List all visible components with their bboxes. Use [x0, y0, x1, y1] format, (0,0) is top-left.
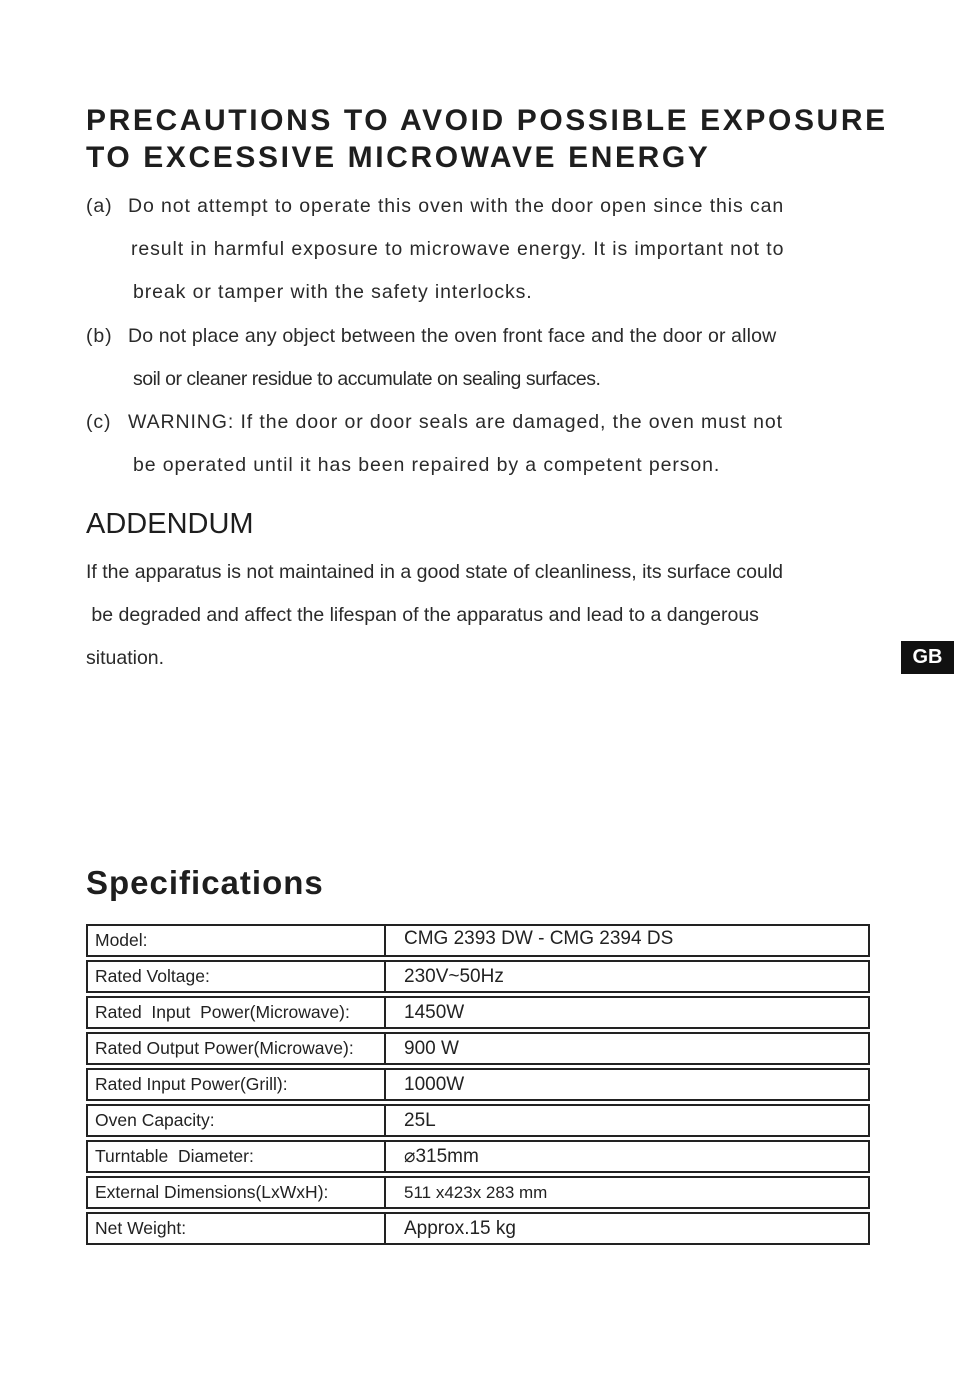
table-row — [86, 1140, 870, 1173]
item-marker: (c) — [86, 411, 112, 433]
spec-label: Oven Capacity: — [88, 1106, 386, 1135]
precaution-item-b — [86, 325, 776, 348]
precaution-item-a — [86, 195, 784, 218]
item-text: WARNING: If the door or door seals are damaged, the oven must not — [128, 411, 783, 433]
spec-value: 25L — [404, 1109, 436, 1131]
precautions-title — [86, 102, 886, 176]
spec-label: External Dimensions(LxWxH): — [88, 1178, 386, 1207]
item-text: Do not place any object between the oven front face and the door or allow — [128, 325, 777, 347]
spec-value: 900 W — [404, 1037, 459, 1059]
spec-value: 230V~50Hz — [404, 965, 504, 987]
item-text-continuation: result in harmful exposure to microwave energy. It is important not to — [131, 238, 785, 260]
spec-value: ⌀315mm — [404, 1146, 479, 1167]
precaution-item-c — [86, 411, 783, 434]
spec-label: Rated Input Power(Grill): — [88, 1070, 386, 1099]
precautions-title-line-2: TO EXCESSIVE MICROWAVE ENERGY — [86, 141, 711, 174]
spec-label: Model: — [88, 926, 386, 955]
spec-value: CMG 2393 DW - CMG 2394 DS — [404, 928, 674, 949]
table-row — [86, 924, 870, 957]
spec-value: 511 x423x 283 mm — [404, 1182, 548, 1202]
addendum-text-line: be degraded and affect the lifespan of the apparatus and lead to a dangerous — [86, 604, 759, 626]
addendum-title: ADDENDUM — [86, 508, 254, 540]
item-text-continuation: soil or cleaner residue to accumulate on sealing surfaces. — [133, 368, 601, 390]
item-marker: (b) — [86, 325, 113, 347]
item-text-continuation: be operated until it has been repaired by a competent person. — [133, 454, 721, 476]
spec-label: Turntable Diameter: — [88, 1142, 386, 1171]
table-row — [86, 1068, 870, 1101]
table-row — [86, 1032, 870, 1065]
spec-label: Rated Output Power(Microwave): — [88, 1034, 386, 1063]
spec-label: Net Weight: — [88, 1214, 386, 1243]
language-badge: GB — [901, 641, 954, 674]
spec-value: 1000W — [404, 1073, 465, 1095]
spec-value: 1450W — [404, 1001, 465, 1023]
table-row — [86, 1104, 870, 1137]
item-text: Do not attempt to operate this oven with the door open since this can — [128, 195, 785, 217]
spec-label: Rated Input Power(Microwave): — [88, 998, 386, 1027]
addendum-text-line: If the apparatus is not maintained in a good state of cleanliness, its surface could — [86, 561, 784, 583]
item-marker: (a) — [86, 195, 113, 217]
item-text-continuation: break or tamper with the safety interlocks. — [133, 281, 533, 303]
precautions-title-line-1: PRECAUTIONS TO AVOID POSSIBLE EXPOSURE — [86, 104, 888, 137]
spec-value: Approx.15 kg — [404, 1217, 516, 1239]
addendum-text-line: situation. — [86, 647, 165, 669]
table-row — [86, 996, 870, 1029]
table-row — [86, 1212, 870, 1245]
specifications-title: Specifications — [86, 864, 324, 901]
table-row — [86, 960, 870, 993]
table-row — [86, 1176, 870, 1209]
specifications-table — [86, 924, 870, 1245]
spec-label: Rated Voltage: — [88, 962, 386, 991]
